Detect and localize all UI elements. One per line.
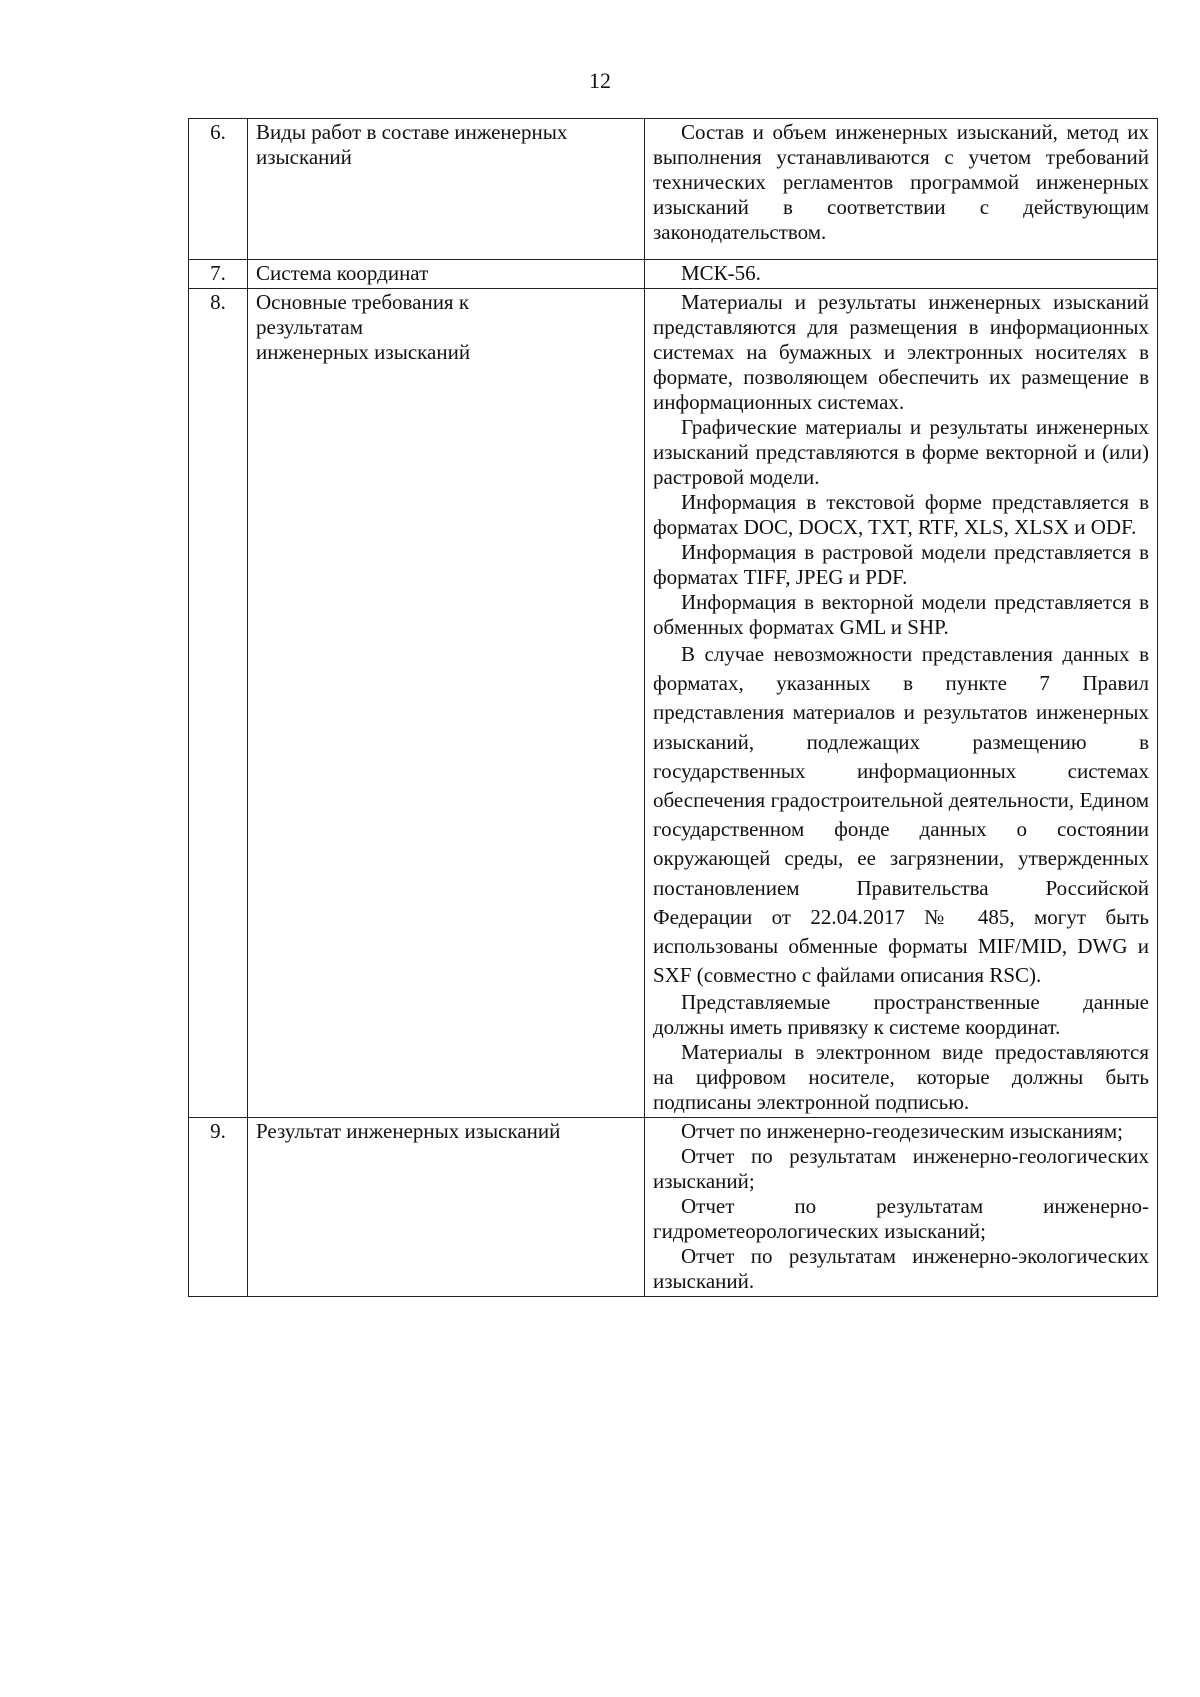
content-paragraph: В случае невозможности представления данных в форматах, указанных в пункте 7 Правил представления материалов и результатов инженерных изысканий, подлежащих размещению в государственных информационных системах обеспечения градостроительной деятельности, Едином государственном фонде данных о состоянии окружающей среды, ее загрязнении, утвержденных постановлением Правительства Российской Федерации от 22.04.2017 № 485, могут быть использованы обменные форматы MIF/MID, DWG и SXF (совместно с файлами описания RSC). bbox=[653, 642, 1149, 988]
row-title bbox=[248, 289, 645, 1118]
content-paragraph: Материалы и результаты инженерных изысканий представляются для размещения в информационных системах на бумажных и электронных носителях в формате, позволяющем обеспечить их размещение в информационных системах. bbox=[653, 290, 1149, 414]
row-title-line: результатам bbox=[256, 315, 364, 339]
content-paragraph: Состав и объем инженерных изысканий, метод их выполнения устанавливаются с учетом требований технических регламентов программой инженерных изысканий в соответствии с действующим законодательством. bbox=[653, 120, 1149, 244]
row-number: 7. bbox=[189, 260, 248, 289]
content-paragraph: Отчет по результатам инженерно-геологических изысканий; bbox=[653, 1144, 1149, 1194]
table-row bbox=[189, 260, 1158, 289]
content-paragraph: Отчет по инженерно-геодезическим изысканиям; bbox=[681, 1119, 1123, 1144]
table-row bbox=[189, 1118, 1158, 1297]
row-title-line: Результат инженерных изысканий bbox=[256, 1119, 561, 1144]
row-title bbox=[248, 119, 645, 260]
content-paragraph: Отчет по результатам инженерно-экологических изысканий. bbox=[653, 1244, 1149, 1294]
requirements-table bbox=[188, 118, 1158, 1297]
content-paragraph: Представляемые пространственные данные должны иметь привязку к системе координат. bbox=[653, 990, 1149, 1040]
content-paragraph: Графические материалы и результаты инженерных изысканий представляются в форме векторной и (или) растровой модели. bbox=[653, 415, 1149, 489]
row-title-line: Система координат bbox=[256, 261, 429, 285]
row-content bbox=[645, 260, 1158, 289]
row-title bbox=[248, 1118, 645, 1297]
row-title-line: изысканий bbox=[256, 145, 352, 169]
table-row bbox=[189, 119, 1158, 260]
content-paragraph: Информация в текстовой форме представляется в форматах DOC, DOCX, TXT, RTF, XLS, XLSX и ODF. bbox=[653, 490, 1149, 539]
content-paragraph: Отчет по результатам инженерно-гидрометеорологических изысканий; bbox=[653, 1194, 1149, 1244]
row-title bbox=[248, 260, 645, 289]
row-content bbox=[645, 119, 1158, 260]
row-title-line: инженерных изысканий bbox=[256, 340, 471, 364]
row-number: 8. bbox=[189, 289, 248, 1118]
row-number: 9. bbox=[189, 1118, 248, 1297]
row-content bbox=[645, 1118, 1158, 1297]
table-row bbox=[189, 289, 1158, 1118]
page-number: 12 bbox=[589, 68, 611, 93]
content-paragraph: МСК-56. bbox=[681, 261, 761, 285]
content-paragraph: Информация в растровой модели представляется в форматах TIFF, JPEG и PDF. bbox=[653, 540, 1149, 589]
row-title-line: Виды работ в составе инженерных bbox=[256, 120, 568, 144]
row-title-line: Основные требования к bbox=[256, 290, 470, 314]
content-paragraph: Материалы в электронном виде предоставляются на цифровом носителе, которые должны быть подписаны электронной подписью. bbox=[653, 1040, 1149, 1115]
row-content bbox=[645, 289, 1158, 1118]
row-number: 6. bbox=[189, 119, 248, 260]
content-paragraph: Информация в векторной модели представляется в обменных форматах GML и SHP. bbox=[653, 590, 1149, 639]
